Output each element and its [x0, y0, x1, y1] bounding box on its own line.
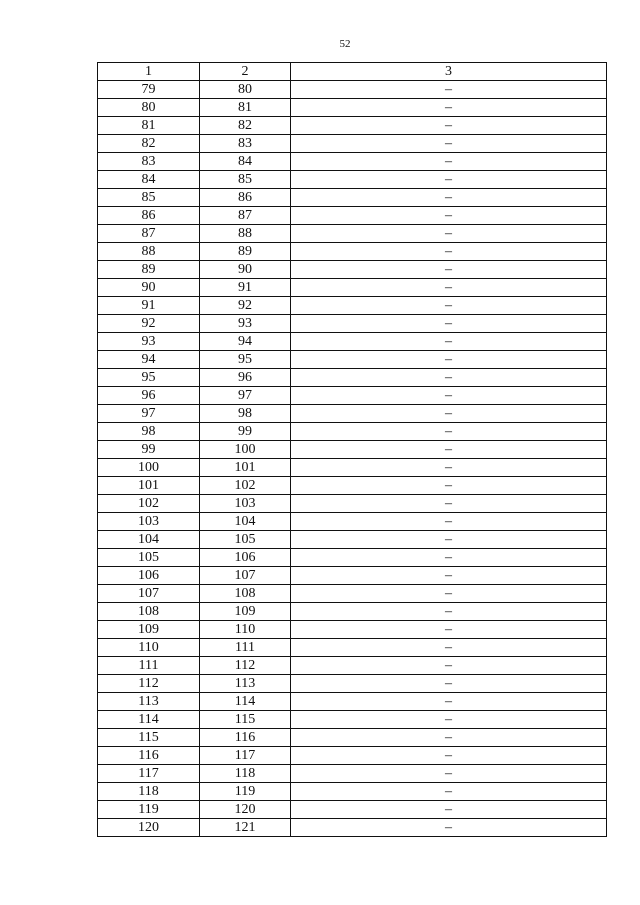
- table-row: [98, 369, 607, 387]
- table-row: [98, 243, 607, 261]
- table-cell-col-3: –: [291, 567, 607, 585]
- table-cell-col-3: –: [291, 189, 607, 207]
- table-cell-col-3: –: [291, 117, 607, 135]
- table-row: [98, 441, 607, 459]
- table-row: [98, 675, 607, 693]
- table-cell-col-3: –: [291, 675, 607, 693]
- table-row: [98, 315, 607, 333]
- table-row: [98, 801, 607, 819]
- table-cell-col-1: 90: [98, 279, 200, 297]
- table-cell-col-3: –: [291, 801, 607, 819]
- table-cell-col-2: 105: [200, 531, 291, 549]
- table-cell-col-3: –: [291, 207, 607, 225]
- table-cell-col-3: –: [291, 297, 607, 315]
- table-row: [98, 387, 607, 405]
- table-cell-col-2: 100: [200, 441, 291, 459]
- table-cell-col-1: 89: [98, 261, 200, 279]
- table-cell-col-2: 118: [200, 765, 291, 783]
- table-cell-col-1: 109: [98, 621, 200, 639]
- table-cell-col-2: 104: [200, 513, 291, 531]
- table-cell-col-1: 105: [98, 549, 200, 567]
- table-row: [98, 459, 607, 477]
- table-cell-col-2: 80: [200, 81, 291, 99]
- table-row: [98, 423, 607, 441]
- column-header-3: 3: [291, 63, 607, 81]
- table-row: [98, 693, 607, 711]
- table-row: [98, 279, 607, 297]
- table-cell-col-1: 80: [98, 99, 200, 117]
- table-cell-col-3: –: [291, 243, 607, 261]
- table-cell-col-2: 97: [200, 387, 291, 405]
- table-cell-col-1: 115: [98, 729, 200, 747]
- table-cell-col-3: –: [291, 495, 607, 513]
- table-row: [98, 117, 607, 135]
- table-cell-col-2: 108: [200, 585, 291, 603]
- table-row: [98, 297, 607, 315]
- table-cell-col-2: 90: [200, 261, 291, 279]
- table-cell-col-3: –: [291, 405, 607, 423]
- table-row: [98, 99, 607, 117]
- table-cell-col-1: 79: [98, 81, 200, 99]
- table-cell-col-2: 112: [200, 657, 291, 675]
- table-cell-col-1: 118: [98, 783, 200, 801]
- table-row: [98, 189, 607, 207]
- table-cell-col-1: 92: [98, 315, 200, 333]
- table-cell-col-3: –: [291, 279, 607, 297]
- table-cell-col-3: –: [291, 99, 607, 117]
- table-cell-col-2: 106: [200, 549, 291, 567]
- table-cell-col-1: 95: [98, 369, 200, 387]
- table-cell-col-3: –: [291, 135, 607, 153]
- table-cell-col-2: 117: [200, 747, 291, 765]
- table-cell-col-2: 107: [200, 567, 291, 585]
- table-row: [98, 531, 607, 549]
- table-cell-col-1: 96: [98, 387, 200, 405]
- table-row: [98, 603, 607, 621]
- table-cell-col-1: 116: [98, 747, 200, 765]
- table-cell-col-2: 102: [200, 477, 291, 495]
- table-cell-col-2: 115: [200, 711, 291, 729]
- table-cell-col-2: 101: [200, 459, 291, 477]
- table-row: [98, 225, 607, 243]
- table-cell-col-3: –: [291, 513, 607, 531]
- table-cell-col-3: –: [291, 585, 607, 603]
- table-cell-col-1: 106: [98, 567, 200, 585]
- table-cell-col-3: –: [291, 225, 607, 243]
- table-cell-col-3: –: [291, 657, 607, 675]
- table-row: [98, 171, 607, 189]
- table-cell-col-2: 114: [200, 693, 291, 711]
- table-cell-col-3: –: [291, 459, 607, 477]
- table-row: [98, 783, 607, 801]
- table-cell-col-3: –: [291, 369, 607, 387]
- table-cell-col-3: –: [291, 693, 607, 711]
- table-cell-col-2: 93: [200, 315, 291, 333]
- table-cell-col-2: 84: [200, 153, 291, 171]
- table-row: [98, 657, 607, 675]
- table-row: [98, 639, 607, 657]
- table-cell-col-1: 85: [98, 189, 200, 207]
- table-cell-col-1: 119: [98, 801, 200, 819]
- table-cell-col-2: 86: [200, 189, 291, 207]
- table-cell-col-1: 98: [98, 423, 200, 441]
- table-cell-col-2: 95: [200, 351, 291, 369]
- table-cell-col-2: 89: [200, 243, 291, 261]
- table-cell-col-2: 83: [200, 135, 291, 153]
- table-cell-col-3: –: [291, 387, 607, 405]
- table-cell-col-2: 121: [200, 819, 291, 837]
- table-cell-col-3: –: [291, 729, 607, 747]
- table-cell-col-1: 91: [98, 297, 200, 315]
- table-cell-col-3: –: [291, 711, 607, 729]
- table-cell-col-2: 92: [200, 297, 291, 315]
- table-cell-col-2: 113: [200, 675, 291, 693]
- table-cell-col-1: 120: [98, 819, 200, 837]
- table-row: [98, 513, 607, 531]
- table-cell-col-3: –: [291, 441, 607, 459]
- table-cell-col-1: 107: [98, 585, 200, 603]
- table-row: [98, 405, 607, 423]
- table-header-row: [98, 63, 607, 81]
- table-cell-col-3: –: [291, 603, 607, 621]
- table-cell-col-2: 99: [200, 423, 291, 441]
- table-cell-col-3: –: [291, 153, 607, 171]
- table-cell-col-3: –: [291, 639, 607, 657]
- table-cell-col-1: 87: [98, 225, 200, 243]
- table-row: [98, 621, 607, 639]
- table-row: [98, 207, 607, 225]
- table-cell-col-1: 111: [98, 657, 200, 675]
- table-row: [98, 765, 607, 783]
- table-cell-col-1: 84: [98, 171, 200, 189]
- table-cell-col-2: 110: [200, 621, 291, 639]
- table-cell-col-3: –: [291, 315, 607, 333]
- table-cell-col-1: 113: [98, 693, 200, 711]
- table-cell-col-1: 99: [98, 441, 200, 459]
- table-cell-col-1: 104: [98, 531, 200, 549]
- table-cell-col-3: –: [291, 333, 607, 351]
- table-cell-col-1: 114: [98, 711, 200, 729]
- table-cell-col-3: –: [291, 621, 607, 639]
- table-cell-col-1: 82: [98, 135, 200, 153]
- table-cell-col-3: –: [291, 351, 607, 369]
- table-cell-col-2: 88: [200, 225, 291, 243]
- table-cell-col-3: –: [291, 549, 607, 567]
- table-row: [98, 153, 607, 171]
- table-cell-col-2: 120: [200, 801, 291, 819]
- table-row: [98, 549, 607, 567]
- table-row: [98, 333, 607, 351]
- table-cell-col-3: –: [291, 423, 607, 441]
- table-cell-col-1: 100: [98, 459, 200, 477]
- table-cell-col-3: –: [291, 531, 607, 549]
- table-cell-col-1: 83: [98, 153, 200, 171]
- table-cell-col-1: 110: [98, 639, 200, 657]
- table-cell-col-1: 86: [98, 207, 200, 225]
- table-body: [98, 81, 607, 837]
- table-cell-col-1: 94: [98, 351, 200, 369]
- table-row: [98, 819, 607, 837]
- table-cell-col-3: –: [291, 747, 607, 765]
- table-row: [98, 747, 607, 765]
- table-cell-col-1: 112: [98, 675, 200, 693]
- table-cell-col-3: –: [291, 477, 607, 495]
- table-cell-col-2: 96: [200, 369, 291, 387]
- table-cell-col-3: –: [291, 765, 607, 783]
- table-row: [98, 261, 607, 279]
- table-cell-col-3: –: [291, 81, 607, 99]
- table-cell-col-1: 93: [98, 333, 200, 351]
- table-cell-col-2: 85: [200, 171, 291, 189]
- table-cell-col-2: 98: [200, 405, 291, 423]
- table-cell-col-3: –: [291, 819, 607, 837]
- table-row: [98, 351, 607, 369]
- table-cell-col-2: 94: [200, 333, 291, 351]
- table-cell-col-2: 81: [200, 99, 291, 117]
- table-cell-col-2: 103: [200, 495, 291, 513]
- table-cell-col-1: 108: [98, 603, 200, 621]
- table-cell-col-1: 88: [98, 243, 200, 261]
- data-table: [97, 62, 607, 837]
- table-cell-col-1: 102: [98, 495, 200, 513]
- table-row: [98, 729, 607, 747]
- column-header-2: 2: [200, 63, 291, 81]
- table-cell-col-2: 116: [200, 729, 291, 747]
- page-number: 52: [339, 38, 351, 50]
- table-cell-col-2: 109: [200, 603, 291, 621]
- table-row: [98, 495, 607, 513]
- table-cell-col-3: –: [291, 261, 607, 279]
- table-cell-col-1: 117: [98, 765, 200, 783]
- table-cell-col-1: 97: [98, 405, 200, 423]
- table-row: [98, 585, 607, 603]
- table-row: [98, 711, 607, 729]
- table-row: [98, 567, 607, 585]
- table-cell-col-2: 91: [200, 279, 291, 297]
- table-row: [98, 135, 607, 153]
- table-cell-col-3: –: [291, 171, 607, 189]
- table-row: [98, 81, 607, 99]
- column-header-1: 1: [98, 63, 200, 81]
- table-cell-col-2: 111: [200, 639, 291, 657]
- table-cell-col-1: 101: [98, 477, 200, 495]
- table-cell-col-2: 87: [200, 207, 291, 225]
- table-row: [98, 477, 607, 495]
- table-cell-col-1: 103: [98, 513, 200, 531]
- table-cell-col-2: 82: [200, 117, 291, 135]
- table-cell-col-1: 81: [98, 117, 200, 135]
- table-cell-col-3: –: [291, 783, 607, 801]
- table-cell-col-2: 119: [200, 783, 291, 801]
